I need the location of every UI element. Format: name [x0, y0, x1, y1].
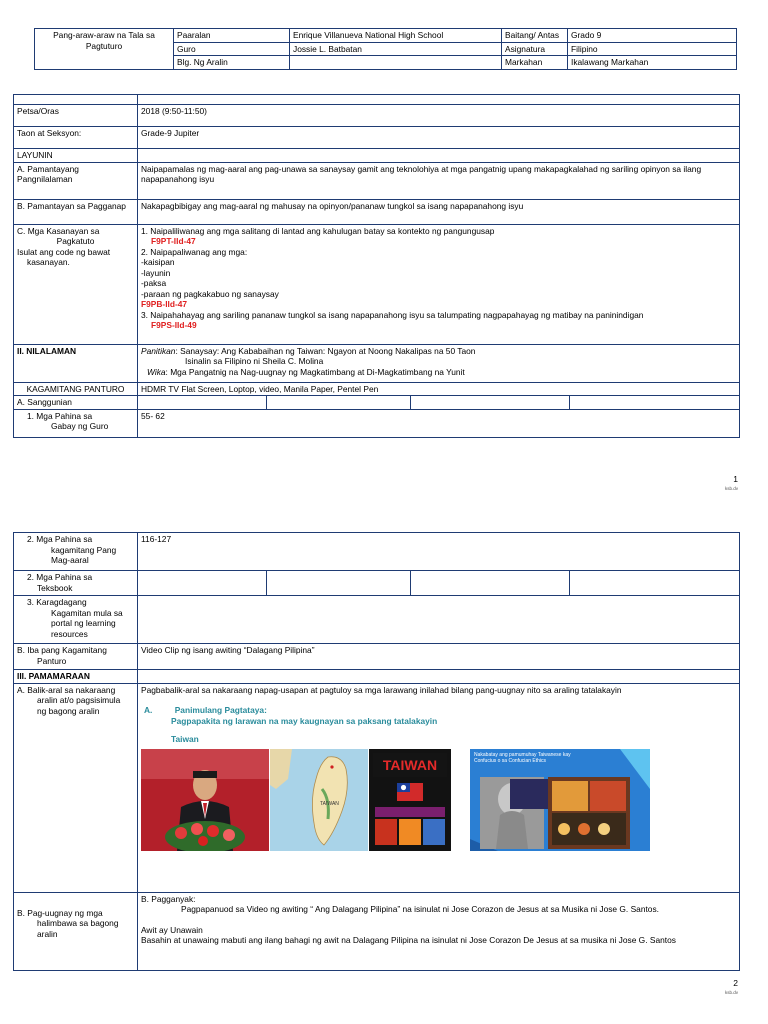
- kasanayan-label: C. Mga Kasanayan sa Pagkatuto Isulat ang code ng bawat kasanayan.: [14, 224, 138, 344]
- taon-value: Grade-9 Jupiter: [138, 127, 740, 149]
- pag-uugnay-value: B. Pagganyak: Pagpapanuod sa Video ng awiting “ Ang Dalagang Pilipina” na isinulat ni Jose Corazon de Jesus at sa Musika ni Jose G. Santos. Awit ay Unawain Basahin at unawaing mabuti ang ilang bahagi ng awit na Dalagang Pilipina na isinulat ni Jose Corazon De Jesus at sa musika ni Jose G. Santos: [138, 892, 740, 970]
- layunin-heading: LAYUNIN: [14, 149, 138, 163]
- taon-label: Taon at Seksyon:: [14, 127, 138, 149]
- pamantayan-pagganap-label: B. Pamantayan sa Pagganap: [14, 199, 138, 224]
- balik-aral-label: A. Balik-aral sa nakaraang aralin at/o pagsisimula ng bagong aralin: [14, 683, 138, 892]
- pamantayang-pangnilalaman-label: A. Pamantayang Pangnilalaman: [14, 162, 138, 199]
- lesson-table-page1: [13, 94, 740, 438]
- aralin-value: [290, 56, 502, 70]
- asignatura-label: Asignatura: [502, 42, 568, 56]
- petsa-value: 2018 (9:50-11:50): [138, 105, 740, 127]
- taiwan-caption: Taiwan: [171, 734, 199, 744]
- baitang-value: Grado 9: [568, 29, 737, 43]
- competency-code: F9PS-IId-49: [151, 320, 197, 330]
- competency-code: F9PB-IId-47: [141, 299, 188, 309]
- nilalaman-value: Panitikan: Sanaysay: Ang Kababaihan ng Taiwan: Ngayon at Noong Nakalipas na 50 Taon Isinalin sa Filipino ni Sheila C. Molina Wika: Mga Pangatnig na Nag-uugnay ng Magkatimbang at Di-Magkatimbang na Yunit: [138, 344, 740, 382]
- paaralan-value: Enrique Villanueva National High School: [290, 29, 502, 43]
- markahan-value: Ikalawang Markahan: [568, 56, 737, 70]
- karagdagang-kagamitan-label: 3. Karagdagang Kagamitan mula sa portal ng learning resources: [14, 596, 138, 644]
- lesson-table-page2: [13, 532, 740, 971]
- sanggunian-label: A. Sanggunian: [14, 396, 138, 410]
- kagamitan-value: HDMR TV Flat Screen, Loptop, video, Manila Paper, Pentel Pen: [138, 382, 740, 396]
- image-row: [141, 749, 736, 853]
- page-number: 2: [733, 978, 738, 988]
- slide-caption: Nakabatay ang pamumuhay Taiwanese kay Confucius o sa Confucian Ethics: [474, 751, 571, 764]
- pamantayang-pangnilalaman-value: Naipapamalas ng mag-aaral ang pag-unawa sa sanaysay gamit ang teknolohiya at mga pangatnig upang makapagkalahad ng sariling opinyon sa ilang napapanahong isyu: [138, 162, 740, 199]
- page-footer-mark: ksb.dv: [724, 486, 738, 491]
- teksbook-label: 2. Mga Pahina sa Teksbook: [14, 571, 138, 596]
- page-footer-mark: ksb.dv: [724, 990, 738, 995]
- official-photo: [141, 749, 269, 851]
- guro-label: Guro: [174, 42, 290, 56]
- gabay-guro-value: 55- 62: [138, 409, 740, 437]
- kasanayan-list: 1. Naipaliliwanag ang mga salitang di lantad ang kahulugan batay sa kontekto ng pangungusap F9PT-IId-47 2. Naipapaliwanag ang mga: -kaisipan -layunin -paksa -paraan ng pagkakabuo ng sanaysay F9PB-IId-47 3. Naipahahayag ang sariling pananaw tungkol sa isang napapanahong isyu sa talumpating nagpapahayag ng matibay na paninindigan F9PS-IId-49: [138, 224, 740, 344]
- guro-value: Jossie L. Batbatan: [290, 42, 502, 56]
- pamamaraan-heading: III. PAMAMARAAN: [14, 670, 138, 684]
- baitang-label: Baitang/ Antas: [502, 29, 568, 43]
- petsa-label: Petsa/Oras: [14, 105, 138, 127]
- taiwan-map: [270, 749, 368, 851]
- pag-uugnay-label: B. Pag-uugnay ng mga halimbawa sa bagong aralin: [14, 892, 138, 970]
- pamantayan-pagganap-value: Nakapagbibigay ang mag-aaral ng mahusay na opinyon/pananaw tungkol sa isang napapanahong isyu: [138, 199, 740, 224]
- kagamitan-mag-aaral-value: 116-127: [138, 533, 740, 571]
- page-number: 1: [733, 474, 738, 484]
- header-table: [34, 28, 737, 70]
- taiwan-poster: [369, 749, 451, 851]
- gabay-guro-label: 1. Mga Pahina sa Gabay ng Guro: [14, 409, 138, 437]
- iba-pang-kagamitan-value: Video Clip ng isang awiting “Dalagang Pilipina”: [138, 644, 740, 670]
- iba-pang-kagamitan-label: B. Iba pang Kagamitang Panturo: [14, 644, 138, 670]
- map-label: TAIWAN: [320, 800, 339, 807]
- confucius-slide: [470, 749, 650, 851]
- nilalaman-heading: II. NILALAMAN: [14, 344, 138, 382]
- aralin-label: Blg. Ng Aralin: [174, 56, 290, 70]
- kagamitan-mag-aaral-label: 2. Mga Pahina sa kagamitang Pang Mag-aaral: [14, 533, 138, 571]
- kagamitan-heading: KAGAMITANG PANTURO: [14, 382, 138, 396]
- asignatura-value: Filipino: [568, 42, 737, 56]
- markahan-label: Markahan: [502, 56, 568, 70]
- poster-title: TAIWAN: [382, 756, 438, 773]
- header-title: Pang-araw-araw na Tala sa Pagtuturo: [35, 29, 174, 70]
- paaralan-label: Paaralan: [174, 29, 290, 43]
- competency-code: F9PT-IId-47: [151, 236, 196, 246]
- balik-aral-value: Pagbabalik-aral sa nakaraang napag-usapan at pagtuloy sa mga larawang inilahad bilang pang-uugnay nito sa araling tatalakayin A. Panimulang Pagtataya: Pagpapakita ng larawan na may kaugnayan sa paksang tatalakayin Taiwan TAIWAN TAIWAN Nakabatay ang pamumuhay Taiwanese kay Confucius o sa Confucian Ethics: [138, 683, 740, 892]
